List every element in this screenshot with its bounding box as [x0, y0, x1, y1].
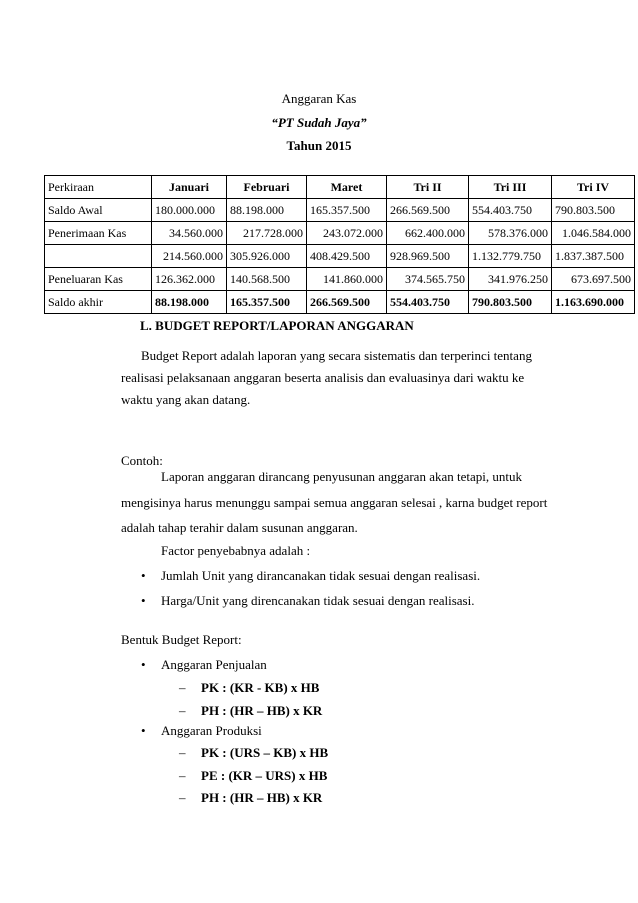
contoh-line: mengisinya harus menunggu sampai semua anggaran selesai , karna budget report	[121, 495, 548, 510]
formula-text: PK : (URS – KB) x HB	[201, 745, 329, 760]
header-cell: Tri III	[469, 176, 552, 199]
contoh-line: Laporan anggaran dirancang penyusunan anggaran akan tetapi, untuk	[161, 469, 522, 484]
header-cell: Maret	[307, 176, 387, 199]
formula-item	[179, 680, 320, 696]
contoh-line: adalah tahap terahir dalam susunan anggaran.	[121, 520, 358, 535]
dash-icon: –	[179, 768, 186, 783]
table-cell: 1.132.779.750	[469, 245, 552, 268]
table-cell: 266.569.500	[307, 291, 387, 314]
header-cell: Perkiraan	[45, 176, 152, 199]
table-cell: 1.837.387.500	[552, 245, 635, 268]
dash-icon: –	[179, 703, 186, 718]
header-cell: Tri IV	[552, 176, 635, 199]
table-cell: 673.697.500	[552, 268, 635, 291]
table-cell: 554.403.750	[469, 199, 552, 222]
dash-icon: –	[179, 680, 186, 695]
table-cell: 34.560.000	[152, 222, 227, 245]
table-cell: 88.198.000	[152, 291, 227, 314]
produksi-item: • Anggaran Produksi	[161, 723, 262, 739]
section-heading: L. BUDGET REPORT/LAPORAN ANGGARAN	[140, 318, 414, 333]
table-cell: 266.569.500	[387, 199, 469, 222]
formula-item	[179, 703, 323, 719]
doc-year: Tahun 2015	[286, 138, 352, 153]
table-cell: 243.072.000	[307, 222, 387, 245]
table-row	[45, 268, 635, 291]
doc-title: Anggaran Kas	[281, 91, 357, 106]
dash-icon: –	[179, 790, 186, 805]
table-cell: 88.198.000	[227, 199, 307, 222]
table-cell: 165.357.500	[227, 291, 307, 314]
table-cell: 217.728.000	[227, 222, 307, 245]
table-row	[45, 245, 635, 268]
table-cell: 305.926.000	[227, 245, 307, 268]
bentuk-label: Bentuk Budget Report:	[121, 632, 242, 647]
header-cell: Februari	[227, 176, 307, 199]
table-cell: 554.403.750	[387, 291, 469, 314]
table-cell: 165.357.500	[307, 199, 387, 222]
table-cell: 341.976.250	[469, 268, 552, 291]
table-cell: 790.803.500	[469, 291, 552, 314]
company-name: “PT Sudah Jaya”	[271, 115, 367, 130]
table-cell: 408.429.500	[307, 245, 387, 268]
factor-label: Factor penyebabnya adalah :	[161, 543, 311, 558]
formula-text: PH : (HR – HB) x KR	[201, 790, 323, 805]
table-cell: 1.163.690.000	[552, 291, 635, 314]
formula-item	[179, 745, 329, 761]
table-cell: 180.000.000	[152, 199, 227, 222]
row-label: Peneluaran Kas	[45, 268, 152, 291]
formula-item	[179, 768, 328, 784]
header-cell: Tri II	[387, 176, 469, 199]
row-label: Saldo akhir	[45, 291, 152, 314]
formula-text: PK : (KR - KB) x HB	[201, 680, 320, 695]
table-cell: 662.400.000	[387, 222, 469, 245]
table-row	[45, 291, 635, 314]
table-cell: 928.969.500	[387, 245, 469, 268]
table-cell: 374.565.750	[387, 268, 469, 291]
formula-text: PH : (HR – HB) x KR	[201, 703, 323, 718]
formula-text: PE : (KR – URS) x HB	[201, 768, 328, 783]
table-row	[45, 222, 635, 245]
table-cell: 790.803.500	[552, 199, 635, 222]
factor-item: • Harga/Unit yang direncanakan tidak sesuai dengan realisasi.	[161, 593, 474, 609]
header-cell: Januari	[152, 176, 227, 199]
table-row	[45, 199, 635, 222]
definition-paragraph: Budget Report adalah laporan yang secara sistematis dan terperinci tentang realisasi pelaksanaan anggaran beserta analisis dan evaluasinya dari waktu ke waktu yang akan datang.	[121, 348, 532, 407]
table-header-row	[45, 176, 635, 199]
contoh-label: Contoh:	[121, 453, 163, 468]
row-label	[45, 245, 152, 268]
table-cell: 214.560.000	[152, 245, 227, 268]
cash-budget-table	[44, 175, 635, 314]
table-cell: 1.046.584.000	[552, 222, 635, 245]
row-label: Penerimaan Kas	[45, 222, 152, 245]
table-cell: 578.376.000	[469, 222, 552, 245]
formula-item	[179, 790, 323, 806]
dash-icon: –	[179, 745, 186, 760]
penjualan-item: • Anggaran Penjualan	[161, 657, 267, 673]
factor-item: • Jumlah Unit yang dirancanakan tidak sesuai dengan realisasi.	[161, 568, 480, 584]
table-cell: 141.860.000	[307, 268, 387, 291]
table-cell: 126.362.000	[152, 268, 227, 291]
table-cell: 140.568.500	[227, 268, 307, 291]
row-label: Saldo Awal	[45, 199, 152, 222]
